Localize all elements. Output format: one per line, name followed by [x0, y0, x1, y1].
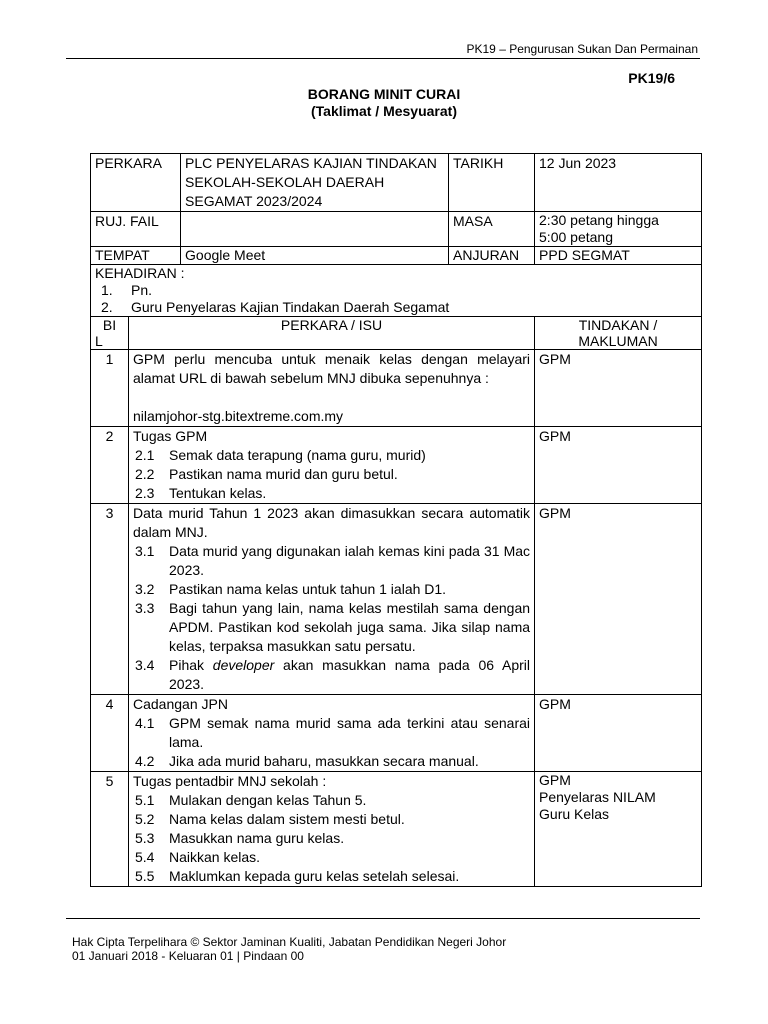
perkara-row: [91, 154, 702, 212]
revision-text: 01 Januari 2018 - Keluaran 01 | Pindaan 00: [72, 949, 304, 963]
kehadiran-item: 1. Pn.: [101, 282, 153, 298]
copyright-text: Hak Cipta Terpelihara © Sektor Jaminan Kualiti, Jabatan Pendidikan Negeri Johor: [72, 935, 507, 949]
tempat-value: Google Meet: [181, 247, 449, 265]
table-row: [91, 772, 702, 887]
column-header-row: [91, 317, 702, 350]
footer-divider: [66, 918, 700, 919]
row-issue: Data murid Tahun 1 2023 akan dimasukkan secara automatik dalam MNJ. 3.1 Data murid yang digunakan ialah kemas kini pada 31 Mac 2023. 3.2 Pastikan nama kelas untuk tahun 1 ialah D1. 3.3 Bagi tahun yang lain, nama kelas mestilah sama dengan APDM. Pastikan kod sekolah juga sama. Jika silap nama kelas, terpaksa masukkan satu persatu. 3.4 Pihak developer akan masukkan nama pada 06 April 2023.: [129, 504, 535, 695]
row-number: 4: [91, 695, 129, 772]
ruj-fail-label: RUJ. FAIL: [91, 212, 181, 247]
perkara-value: PLC PENYELARAS KAJIAN TINDAKAN SEKOLAH-SEKOLAH DAERAH SEGAMAT 2023/2024: [181, 154, 449, 212]
form-title-block: [0, 86, 768, 120]
ruj-fail-value: [181, 212, 449, 247]
anjuran-value: PPD SEGMAT: [535, 247, 702, 265]
form-title: BORANG MINIT CURAI: [307, 86, 461, 102]
kehadiran-label: KEHADIRAN :: [95, 265, 185, 281]
row-action: GPM: [535, 427, 702, 504]
masa-label: MASA: [449, 212, 535, 247]
tempat-label: TEMPAT: [91, 247, 181, 265]
table-row: [91, 695, 702, 772]
ruj-fail-row: [91, 212, 702, 247]
masa-value: [535, 212, 702, 247]
kehadiran-cell: [91, 265, 702, 317]
table-row: [91, 427, 702, 504]
row-action: GPM: [535, 350, 702, 427]
footer: [72, 935, 506, 963]
perkara-isu-header: PERKARA / ISU: [129, 317, 535, 350]
kehadiran-item: 2. Guru Penyelaras Kajian Tindakan Daerah Segamat: [101, 299, 450, 315]
table-row: [91, 350, 702, 427]
row-issue: Tugas pentadbir MNJ sekolah : 5.1 Mulakan dengan kelas Tahun 5. 5.2 Nama kelas dalam sistem mesti betul. 5.3 Masukkan nama guru kelas. 5.4 Naikkan kelas. 5.5 Maklumkan kepada guru kelas setelah selesai.: [129, 772, 535, 887]
tarikh-value: 12 Jun 2023: [535, 154, 702, 212]
row-number: 3: [91, 504, 129, 695]
header-divider: [66, 58, 700, 59]
row-issue: Tugas GPM 2.1 Semak data terapung (nama guru, murid) 2.2 Pastikan nama murid dan guru betul. 2.3 Tentukan kelas.: [129, 427, 535, 504]
row-number: 2: [91, 427, 129, 504]
minutes-table: [90, 153, 702, 887]
bil-header: BI L: [91, 317, 129, 350]
row-number: 5: [91, 772, 129, 887]
masa-value-line-2: 5:00 petang: [539, 229, 613, 245]
form-subtitle: (Taklimat / Mesyuarat): [310, 103, 457, 119]
perkara-label: PERKARA: [91, 154, 181, 212]
row-number: 1: [91, 350, 129, 427]
anjuran-label: ANJURAN: [449, 247, 535, 265]
form-code: PK19/6: [628, 70, 675, 86]
row-action: GPM: [535, 504, 702, 695]
tempat-row: [91, 247, 702, 265]
row-issue: GPM perlu mencuba untuk menaik kelas dengan melayari alamat URL di bawah sebelum MNJ dibuka sepenuhnya : nilamjohor-stg.bitextreme.com.my: [129, 350, 535, 427]
masa-value-line-1: 2:30 petang hingga: [539, 212, 659, 228]
document-reference: PK19 – Pengurusan Sukan Dan Permainan: [466, 42, 698, 56]
url-text: nilamjohor-stg.bitextreme.com.my: [133, 408, 344, 424]
row-issue: Cadangan JPN 4.1 GPM semak nama murid sama ada terkini atau senarai lama. 4.2 Jika ada murid baharu, masukkan secara manual.: [129, 695, 535, 772]
table-row: [91, 504, 702, 695]
row-action: GPM Penyelaras NILAM Guru Kelas: [535, 772, 702, 887]
row-action: GPM: [535, 695, 702, 772]
tindakan-header: TINDAKAN / MAKLUMAN: [535, 317, 702, 350]
tarikh-label: TARIKH: [449, 154, 535, 212]
kehadiran-row: [91, 265, 702, 317]
